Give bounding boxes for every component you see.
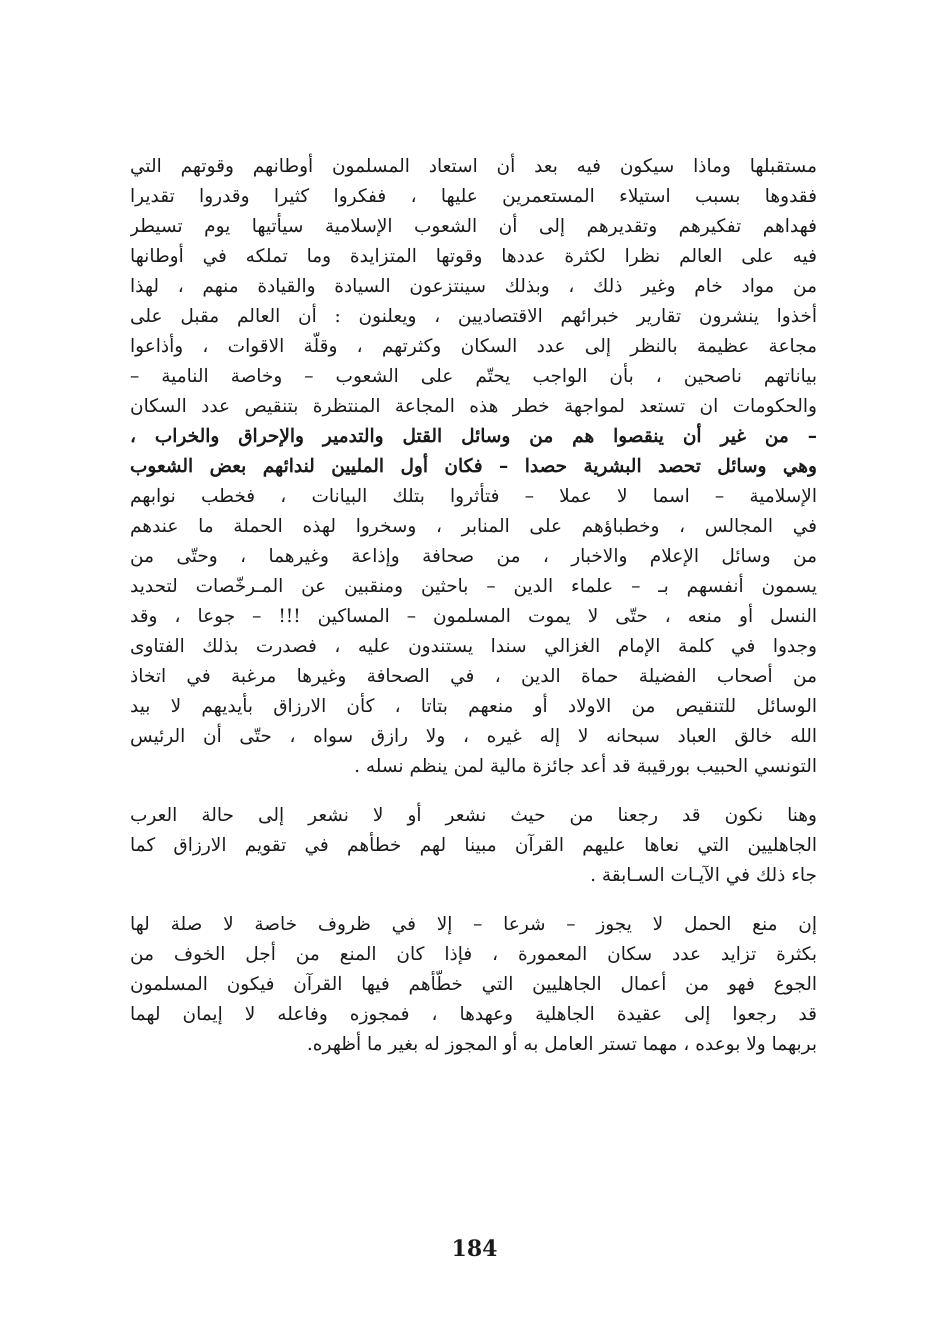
text-line: يسمون أنفسهم بـ – علماء الدين – باحثين ومنقبين عن المـرخّصات لتحديد [130, 576, 817, 597]
text-line: فقدوها بسبب استيلاء المستعمرين عليها ، ففكروا كثيرا وقدروا تقديرا [130, 186, 817, 207]
text-line: مجاعة عظيمة بالنظر إلى عدد السكان وكثرتهم ، وقلّة الاقوات ، وأذاعوا [130, 336, 817, 357]
paragraph-gap [130, 782, 817, 801]
text-line: من وسائل الإعلام والاخبار ، من صحافة وإذاعة وغيرهما ، وحتّى من [130, 546, 817, 567]
text-line: أخذوا ينشرون تقارير خبرائهم الاقتصاديين ، ويعلنون : أن العالم مقبل على [130, 306, 817, 327]
text-line: من مواد خام وغير ذلك ، وبذلك سينتزعون السيادة والقيادة منهم ، لهذا [130, 276, 817, 297]
paragraph [130, 801, 817, 891]
text-line: جاء ذلك في الآيـات السـابقة . [590, 865, 817, 886]
paragraph [130, 910, 817, 1060]
text-line: وهنا نكون قد رجعنا من حيث نشعر أو لا نشعر إلى حالة العرب [130, 805, 817, 826]
page-number: 184 [451, 1236, 498, 1262]
text-line: مستقبلها وماذا سيكون فيه بعد أن استعاد المسلمون أوطانهم وقوتهم التي [130, 156, 817, 177]
text-line: قد رجعوا إلى عقيدة الجاهلية وعهدها ، فمجوزه وفاعله لا إيمان لهما [130, 1004, 817, 1025]
text-line: والحكومات ان تستعد لمواجهة خطر هذه المجاعة المنتظرة بتنقيص عدد السكان [130, 396, 817, 417]
body-text [130, 152, 817, 1060]
paragraph [130, 152, 817, 782]
text-line: في المجالس ، وخطباؤهم على المنابر ، وسخروا لهذه الحملة ما عندهم [130, 516, 817, 537]
text-line: من أصحاب الفضيلة حماة الدين ، في الصحافة وغيرها مرغبة في اتخاذ [130, 666, 817, 687]
text-line: التونسي الحبيب بورقيبة قد أعد جائزة مالية لمن ينظم نسله . [354, 756, 817, 777]
paragraph-gap [130, 891, 817, 910]
text-line: إن منع الحمل لا يجوز – شرعا – إلا في ظروف خاصة لا صلة لها [130, 914, 817, 935]
text-line: الجوع فهو من أعمال الجاهليين التي خطّأهم فيها القرآن فيكون المسلمون [130, 974, 817, 995]
text-line: بربهما ولا بوعده ، مهما تستر العامل به أو المجوز له بغير ما أظهره. [306, 1034, 817, 1055]
text-line: الوسائل للتنقيص من الاولاد أو منعهم بتاتا ، كأن الارزاق بأيديهم لا بيد [130, 696, 817, 717]
text-line: وجدوا في كلمة الإمام الغزالي سندا يستندون عليه ، فصدرت بذلك الفتاوى [130, 636, 817, 657]
text-line: وهي وسائل تحصد البشرية حصدا – فكان أول المليين لندائهم بعض الشعوب [130, 456, 817, 477]
text-line: النسل أو منعه ، حتّى لا يموت المسلمون – المساكين !!! – جوعا ، وقد [130, 606, 817, 627]
text-line: فيه على العالم نظرا لكثرة عددها وقوتها المتزايدة وما تملكه في أوطانها [130, 246, 817, 267]
text-line: بكثرة تزايد عدد سكان المعمورة ، فإذا كان المنع من أجل الخوف من [130, 944, 817, 965]
text-line: الجاهليين التي نعاها عليهم القرآن مبينا لهم خطأهم في تقويم الارزاق كما [130, 835, 817, 856]
text-line: – من غير أن ينقصوا هم من وسائل القتل والتدمير والإحراق والخراب ، [130, 426, 817, 447]
text-line: الإسلامية – اسما لا عملا – فتأثروا بتلك البيانات ، فخطب نوابهم [130, 486, 817, 507]
text-line: الله خالق العباد سبحانه لا إله غيره ، ولا رازق سواه ، حتّى أن الرئيس [130, 726, 817, 747]
text-line: فهداهم تفكيرهم وتقديرهم إلى أن الشعوب الإسلامية سيأتيها يوم تسيطر [130, 216, 817, 237]
text-line: بياناتهم ناصحين ، بأن الواجب يحتّم على الشعوب – وخاصة النامية – [130, 366, 817, 387]
